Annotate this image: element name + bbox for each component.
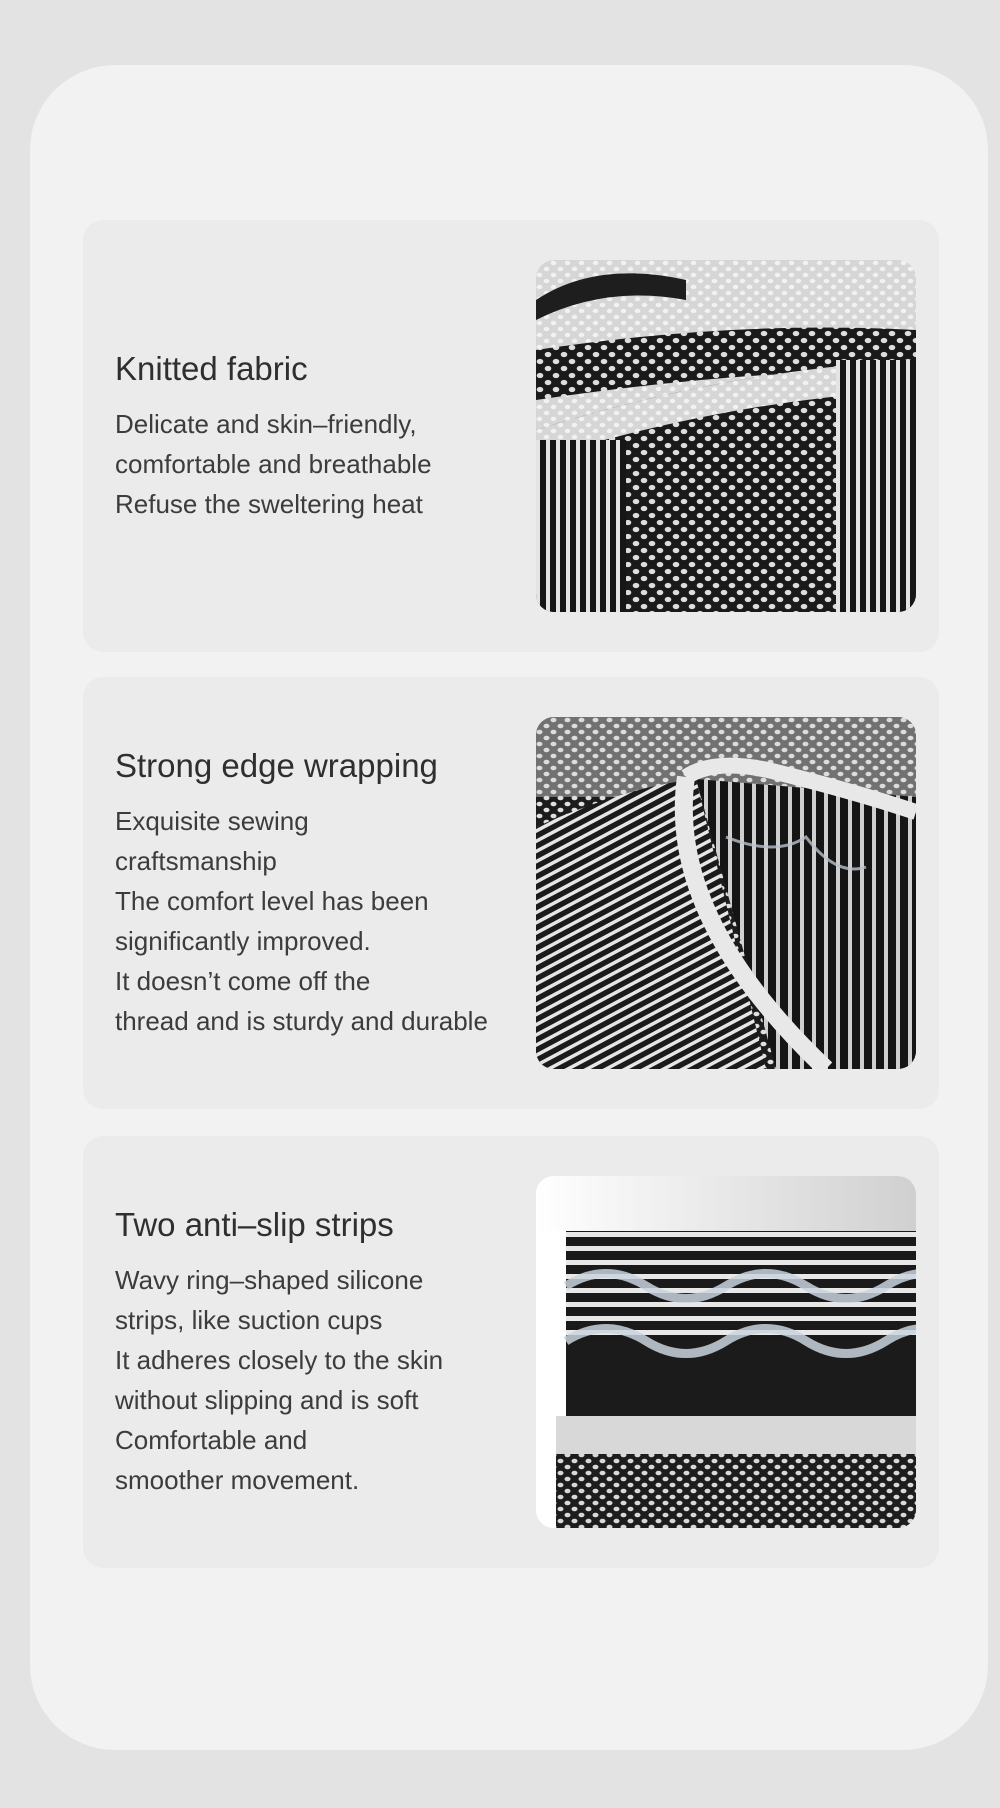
feature-description-line: strips, like suction cups bbox=[115, 1305, 383, 1335]
feature-description-line: significantly improved. bbox=[115, 926, 371, 956]
feature-description-line: It doesn’t come off the bbox=[115, 966, 371, 996]
anti-slip-strips-photo bbox=[536, 1176, 916, 1528]
feature-card-knitted-fabric bbox=[83, 220, 939, 652]
feature-title: Strong edge wrapping bbox=[115, 747, 438, 784]
feature-description-line: comfortable and breathable bbox=[115, 449, 432, 479]
edge-wrapping-photo bbox=[536, 717, 916, 1069]
feature-card-anti-slip-strips bbox=[83, 1136, 939, 1568]
feature-description-line: Comfortable and bbox=[115, 1425, 308, 1455]
feature-title: Knitted fabric bbox=[115, 350, 308, 387]
feature-description-line: craftsmanship bbox=[115, 846, 277, 876]
feature-description-line: The comfort level has been bbox=[115, 886, 429, 916]
feature-description-line: thread and is sturdy and durable bbox=[115, 1006, 488, 1036]
feature-text bbox=[115, 1136, 519, 1568]
feature-text bbox=[115, 677, 519, 1109]
feature-description-line: smoother movement. bbox=[115, 1465, 360, 1495]
feature-title: Two anti–slip strips bbox=[115, 1206, 394, 1243]
feature-text bbox=[115, 220, 519, 652]
knitted-fabric-photo bbox=[536, 260, 916, 612]
feature-description-line: Delicate and skin–friendly, bbox=[115, 409, 417, 439]
feature-description-line: Refuse the sweltering heat bbox=[115, 489, 423, 519]
feature-description-line: It adheres closely to the skin bbox=[115, 1345, 444, 1375]
feature-description-line: Exquisite sewing bbox=[115, 806, 309, 836]
feature-description-line: without slipping and is soft bbox=[115, 1385, 419, 1415]
feature-card-edge-wrapping bbox=[83, 677, 939, 1109]
feature-description-line: Wavy ring–shaped silicone bbox=[115, 1265, 424, 1295]
